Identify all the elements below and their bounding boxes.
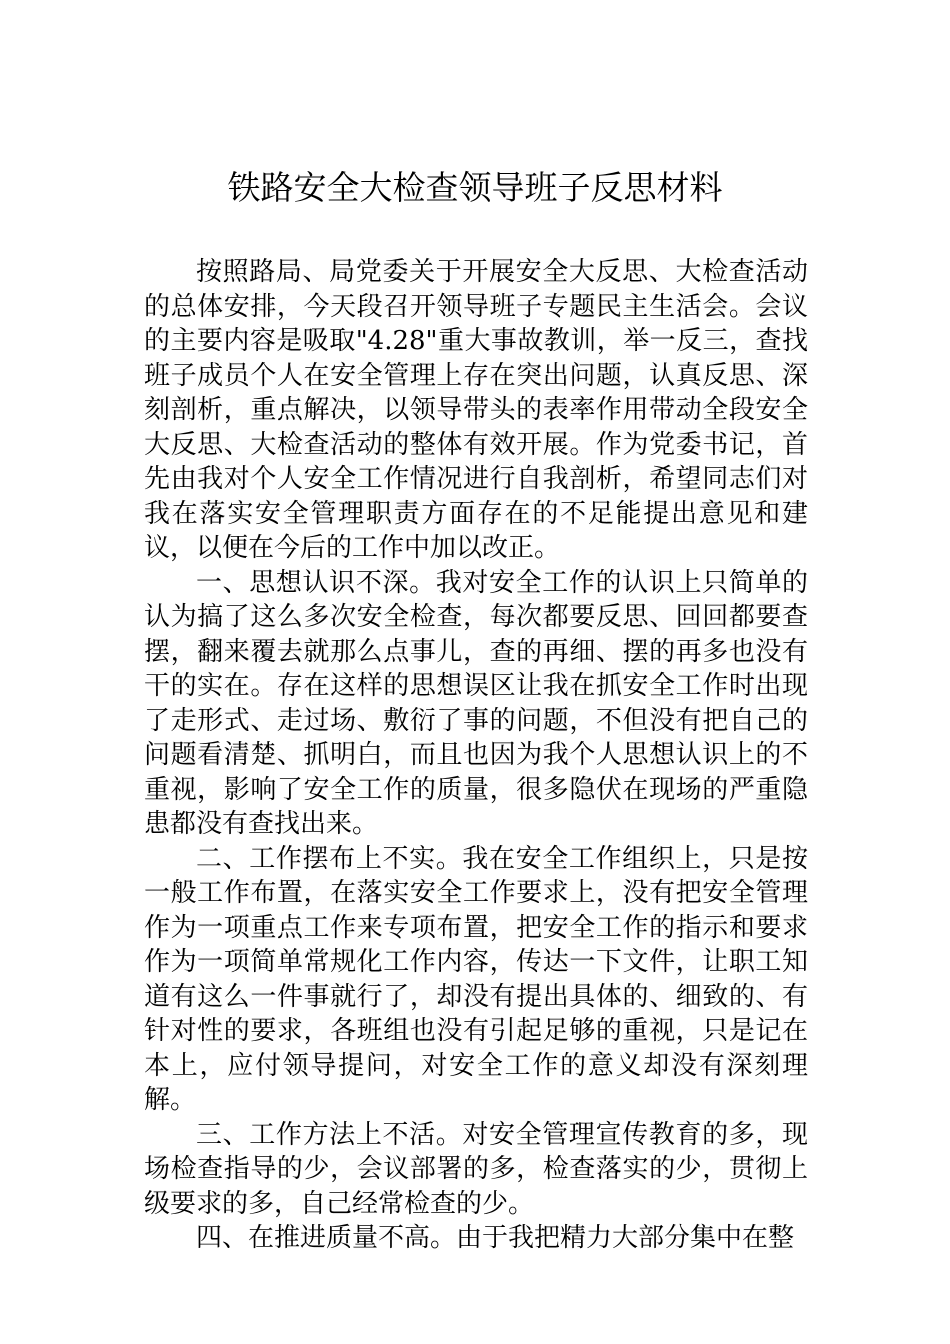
paragraph-intro: 按照路局、局党委关于开展安全大反思、大检查活动的总体安排，今天段召开领导班子专题民主生活会。会议的主要内容是吸取"4.28"重大事故教训，举一反三，查找班子成员个人在安全管理上存在突出问题，认真反思、深刻剖析，重点解决，以领导带头的表率作用带动全段安全大反思、大检查活动的整体有效开展。作为党委书记，首先由我对个人安全工作情况进行自我剖析，希望同志们对我在落实安全管理职责方面存在的不足能提出意见和建议，以便在今后的工作中加以改正。 bbox=[144, 257, 808, 563]
paragraph-point-3: 三、工作方法上不活。对安全管理宣传教育的多，现场检查指导的少，会议部署的多，检查落实的少，贯彻上级要求的多，自己经常检查的少。 bbox=[144, 1119, 808, 1219]
paragraph-point-4: 四、在推进质量不高。由于我把精力大部分集中在整 bbox=[196, 1223, 795, 1253]
document-body bbox=[144, 255, 808, 1256]
document-title: 铁路安全大检查领导班子反思材料 bbox=[227, 168, 723, 207]
paragraph-point-2: 二、工作摆布上不实。我在安全工作组织上，只是按一般工作布置，在落实安全工作要求上，没有把安全管理作为一项重点工作来专项布置，把安全工作的指示和要求作为一项简单常规化工作内容，传达一下文件，让职工知道有这么一件事就行了，却没有提出具体的、细致的、有针对性的要求，各班组也没有引起足够的重视，只是记在本上，应付领导提问，对安全工作的意义却没有深刻理解。 bbox=[144, 843, 808, 1115]
paragraph-point-1: 一、思想认识不深。我对安全工作的认识上只简单的认为搞了这么多次安全检查，每次都要反思、回回都要查摆，翻来覆去就那么点事儿，查的再细、摆的再多也没有干的实在。存在这样的思想误区让我在抓安全工作时出现了走形式、走过场、敷衍了事的问题，不但没有把自己的问题看清楚、抓明白，而且也因为我个人思想认识上的不重视，影响了安全工作的质量，很多隐伏在现场的严重隐患都没有查找出来。 bbox=[144, 567, 808, 839]
